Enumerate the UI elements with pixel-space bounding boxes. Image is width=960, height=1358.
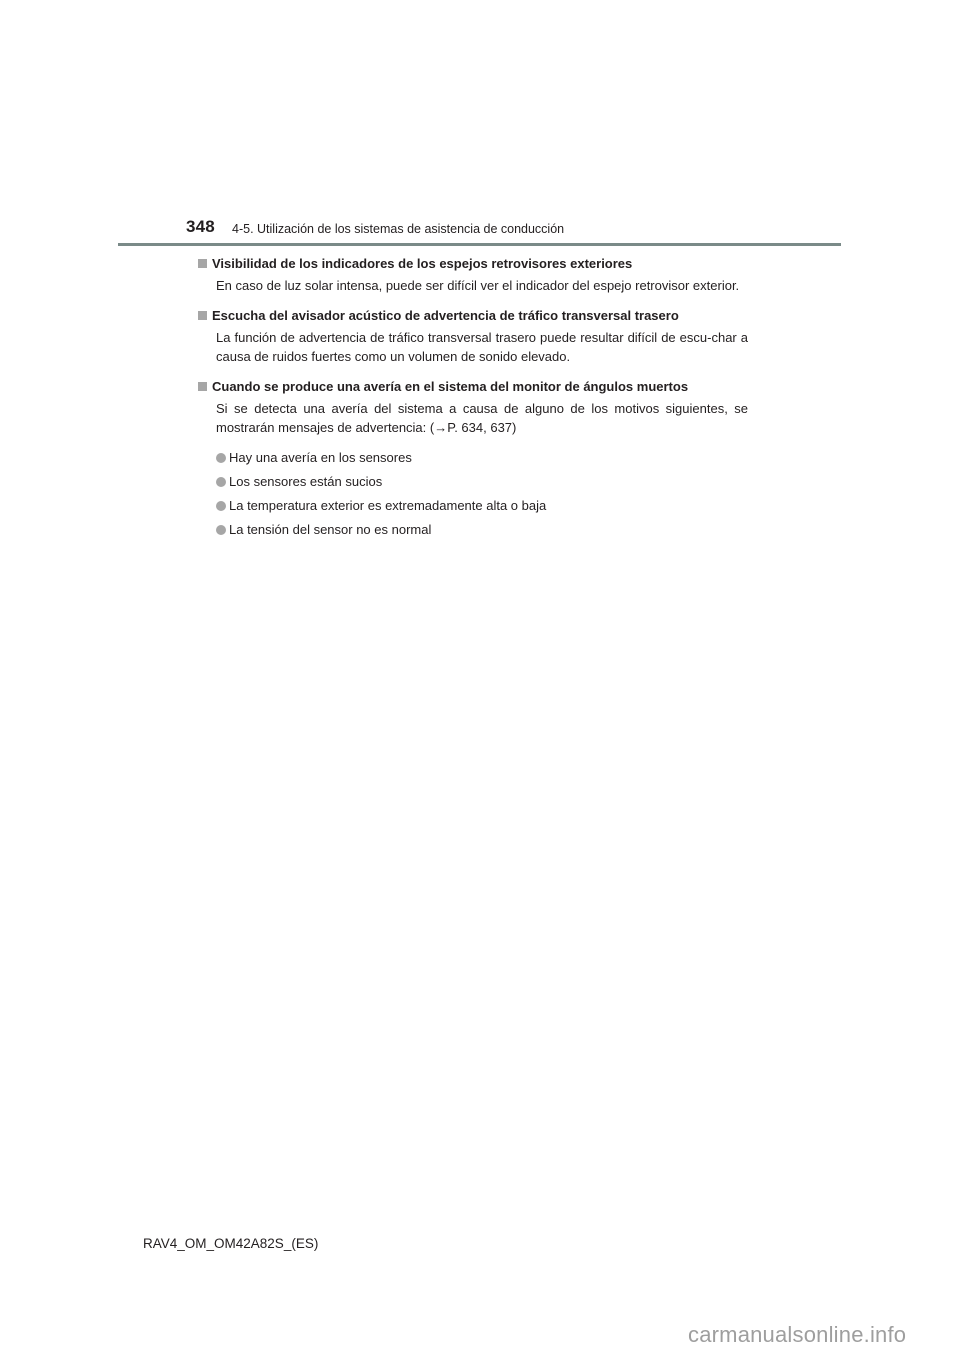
malfunction-causes-list [212,448,748,539]
section-title: 4-5. Utilización de los sistemas de asistencia de conducción [232,222,565,236]
page-number: 348 [186,217,215,236]
list-item-text: Hay una avería en los sensores [229,450,412,465]
list-item [216,496,748,515]
header-rule [118,243,841,246]
section-body: En caso de luz solar intensa, puede ser difícil ver el indicador del espejo retrovisor exterior. [216,278,740,293]
square-bullet-icon [198,382,207,391]
square-bullet-icon [198,311,207,320]
section-heading [198,306,748,325]
list-item [216,448,748,467]
watermark: carmanualsonline.info [688,1322,907,1347]
square-bullet-icon [198,259,207,268]
section-bsm-malfunction [212,377,748,539]
section-heading-text: Visibilidad de los indicadores de los espejos retrovisores exteriores [212,256,633,271]
list-item-text: La temperatura exterior es extremadamente alta o baja [229,498,547,513]
section-heading [198,377,748,396]
manual-code: RAV4_OM_OM42A82S_(ES) [143,1236,319,1251]
circle-bullet-icon [216,477,226,487]
circle-bullet-icon [216,453,226,463]
list-item [216,520,748,539]
list-item-text: Los sensores están sucios [229,474,383,489]
section-mirror-indicator-visibility [212,254,748,295]
list-item-text: La tensión del sensor no es normal [229,522,432,537]
section-body: Si se detecta una avería del sistema a causa de alguno de los motivos siguientes, se mostrarán mensajes de advertencia: (→P. 634, 637) [216,401,748,435]
list-item [216,472,748,491]
section-heading-text: Cuando se produce una avería en el sistema del monitor de ángulos muertos [212,379,689,394]
section-heading-text: Escucha del avisador acústico de advertencia de tráfico transversal trasero [212,308,679,323]
section-body: La función de advertencia de tráfico transversal trasero puede resultar difícil de escu-char a causa de ruidos fuertes como un volumen de sonido elevado. [216,330,748,364]
page-content [212,254,748,550]
section-rcta-buzzer [212,306,748,366]
section-heading [198,254,748,273]
circle-bullet-icon [216,501,226,511]
circle-bullet-icon [216,525,226,535]
